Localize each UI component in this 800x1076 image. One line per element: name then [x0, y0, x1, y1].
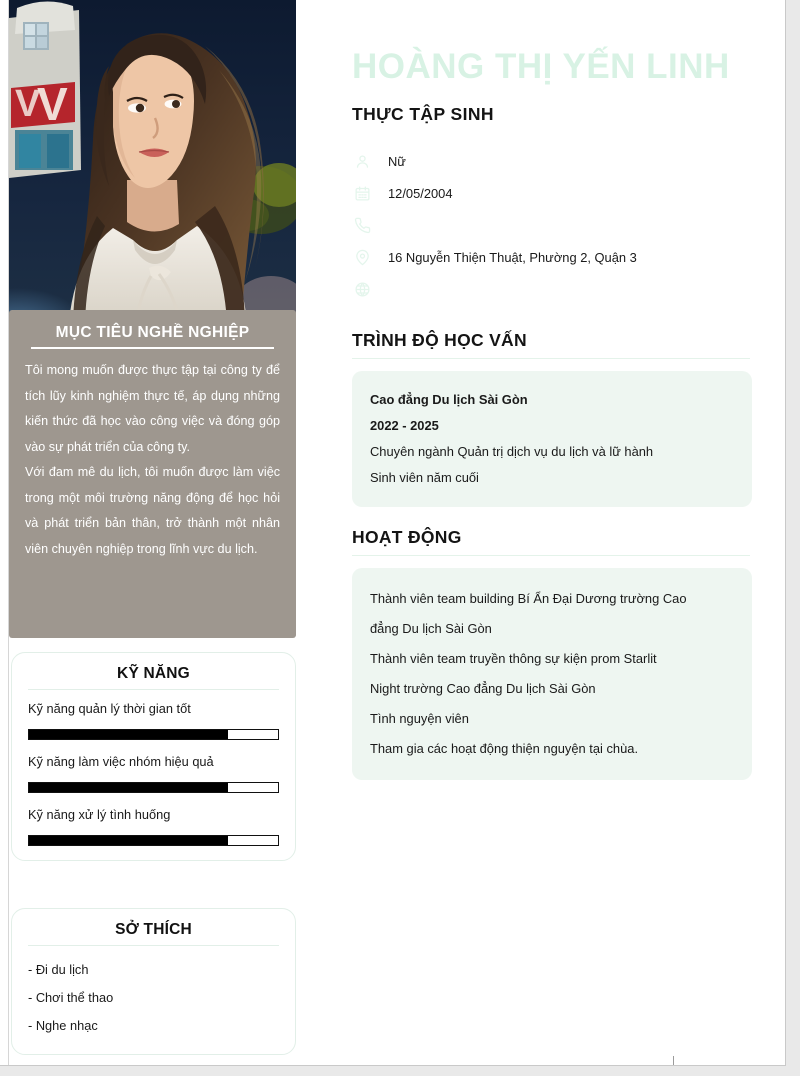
skills-card: [11, 652, 296, 861]
activity-line: Tham gia các hoạt động thiện nguyện tại chùa.: [370, 741, 639, 756]
svg-text:V: V: [37, 78, 68, 130]
svg-text:V: V: [15, 83, 41, 125]
contact-row-website: [352, 273, 752, 305]
skill-progress-bar: [28, 729, 279, 740]
education-divider: [352, 358, 750, 359]
education-line: Sinh viên năm cuối: [370, 470, 479, 485]
activity-line: đẳng Du lịch Sài Gòn: [370, 621, 492, 636]
location-icon: [352, 247, 372, 267]
skill-item: [28, 806, 279, 846]
skill-progress-fill: [29, 730, 228, 739]
activity-line: Night trường Cao đẳng Du lịch Sài Gòn: [370, 681, 596, 696]
career-objective-text: [25, 358, 280, 562]
hobby-item: - Đi du lịch: [28, 962, 89, 977]
skill-progress-fill: [29, 836, 228, 845]
skills-divider: [28, 689, 279, 690]
contact-value-address: 16 Nguyễn Thiện Thuật, Phường 2, Quận 3: [388, 249, 637, 265]
contact-value-birthdate: 12/05/2004: [388, 185, 453, 201]
hobby-item: - Chơi thể thao: [28, 990, 114, 1005]
globe-icon: [352, 279, 372, 299]
contact-row-address: [352, 241, 752, 273]
education-line: 2022 - 2025: [370, 418, 439, 433]
hobbies-title: SỞ THÍCH: [115, 921, 192, 938]
activities-section: [352, 527, 752, 780]
activity-line: Tình nguyện viên: [370, 711, 469, 726]
calendar-icon: [352, 183, 372, 203]
portrait-photo-icon: [9, 0, 296, 322]
contact-row-birthdate: [352, 177, 752, 209]
contact-list: [352, 145, 752, 305]
left-margin-strip: [0, 0, 9, 1066]
activities-divider: [352, 555, 750, 556]
education-title: TRÌNH ĐỘ HỌC VẤN: [352, 330, 527, 350]
activities-title: HOẠT ĐỘNG: [352, 527, 462, 547]
education-card: [352, 371, 752, 507]
skill-item: [28, 753, 279, 793]
hobbies-divider: [28, 945, 279, 946]
phone-icon: [352, 215, 372, 235]
education-section: [352, 330, 752, 507]
activities-card: [352, 568, 752, 780]
skill-progress-bar: [28, 782, 279, 793]
education-line: Chuyên ngành Quản trị dịch vụ du lịch và lữ hành: [370, 444, 654, 459]
objective-paragraph: Tôi mong muốn được thực tập tại công ty để tích lũy kinh nghiệm thực tế, áp dụng những kiến thức đã học vào công việc và đóng góp vào sự phát triển của công ty.: [25, 363, 280, 454]
hobbies-card: [11, 908, 296, 1055]
education-line: Cao đẳng Du lịch Sài Gòn: [370, 392, 528, 407]
career-objective-divider: [31, 347, 274, 349]
objective-paragraph: Với đam mê du lịch, tôi muốn được làm việc trong một môi trường năng động để học hỏi và phát triển bản thân, trở thành một nhân viên chuyên nghiệp trong lĩnh vực du lịch.: [25, 465, 280, 556]
job-title: THỰC TẬP SINH: [352, 104, 494, 124]
contact-row-phone: [352, 209, 752, 241]
avatar: [9, 0, 296, 322]
skill-label: Kỹ năng quản lý thời gian tốt: [28, 701, 191, 716]
contact-row-gender: [352, 145, 752, 177]
contact-value-gender: Nữ: [388, 153, 406, 169]
skill-label: Kỹ năng xử lý tình huống: [28, 807, 171, 822]
activity-line: Thành viên team truyền thông sự kiện prom Starlit: [370, 651, 657, 666]
main-content: [352, 0, 752, 780]
skills-title: KỸ NĂNG: [117, 665, 190, 682]
career-objective-title: MỤC TIÊU NGHỀ NGHIỆP: [55, 324, 250, 341]
left-sidebar: [0, 0, 305, 1066]
activity-line: Thành viên team building Bí Ẩn Đại Dương trường Cao: [370, 591, 687, 606]
skill-label: Kỹ năng làm việc nhóm hiệu quả: [28, 754, 214, 769]
career-objective-block: [9, 310, 296, 638]
person-icon: [352, 151, 372, 171]
page-title: HOÀNG THỊ YẾN LINH: [352, 47, 730, 86]
skill-progress-fill: [29, 783, 228, 792]
skill-progress-bar: [28, 835, 279, 846]
skill-item: [28, 700, 279, 740]
hobby-item: - Nghe nhạc: [28, 1018, 98, 1033]
text-caret: [673, 1056, 674, 1066]
